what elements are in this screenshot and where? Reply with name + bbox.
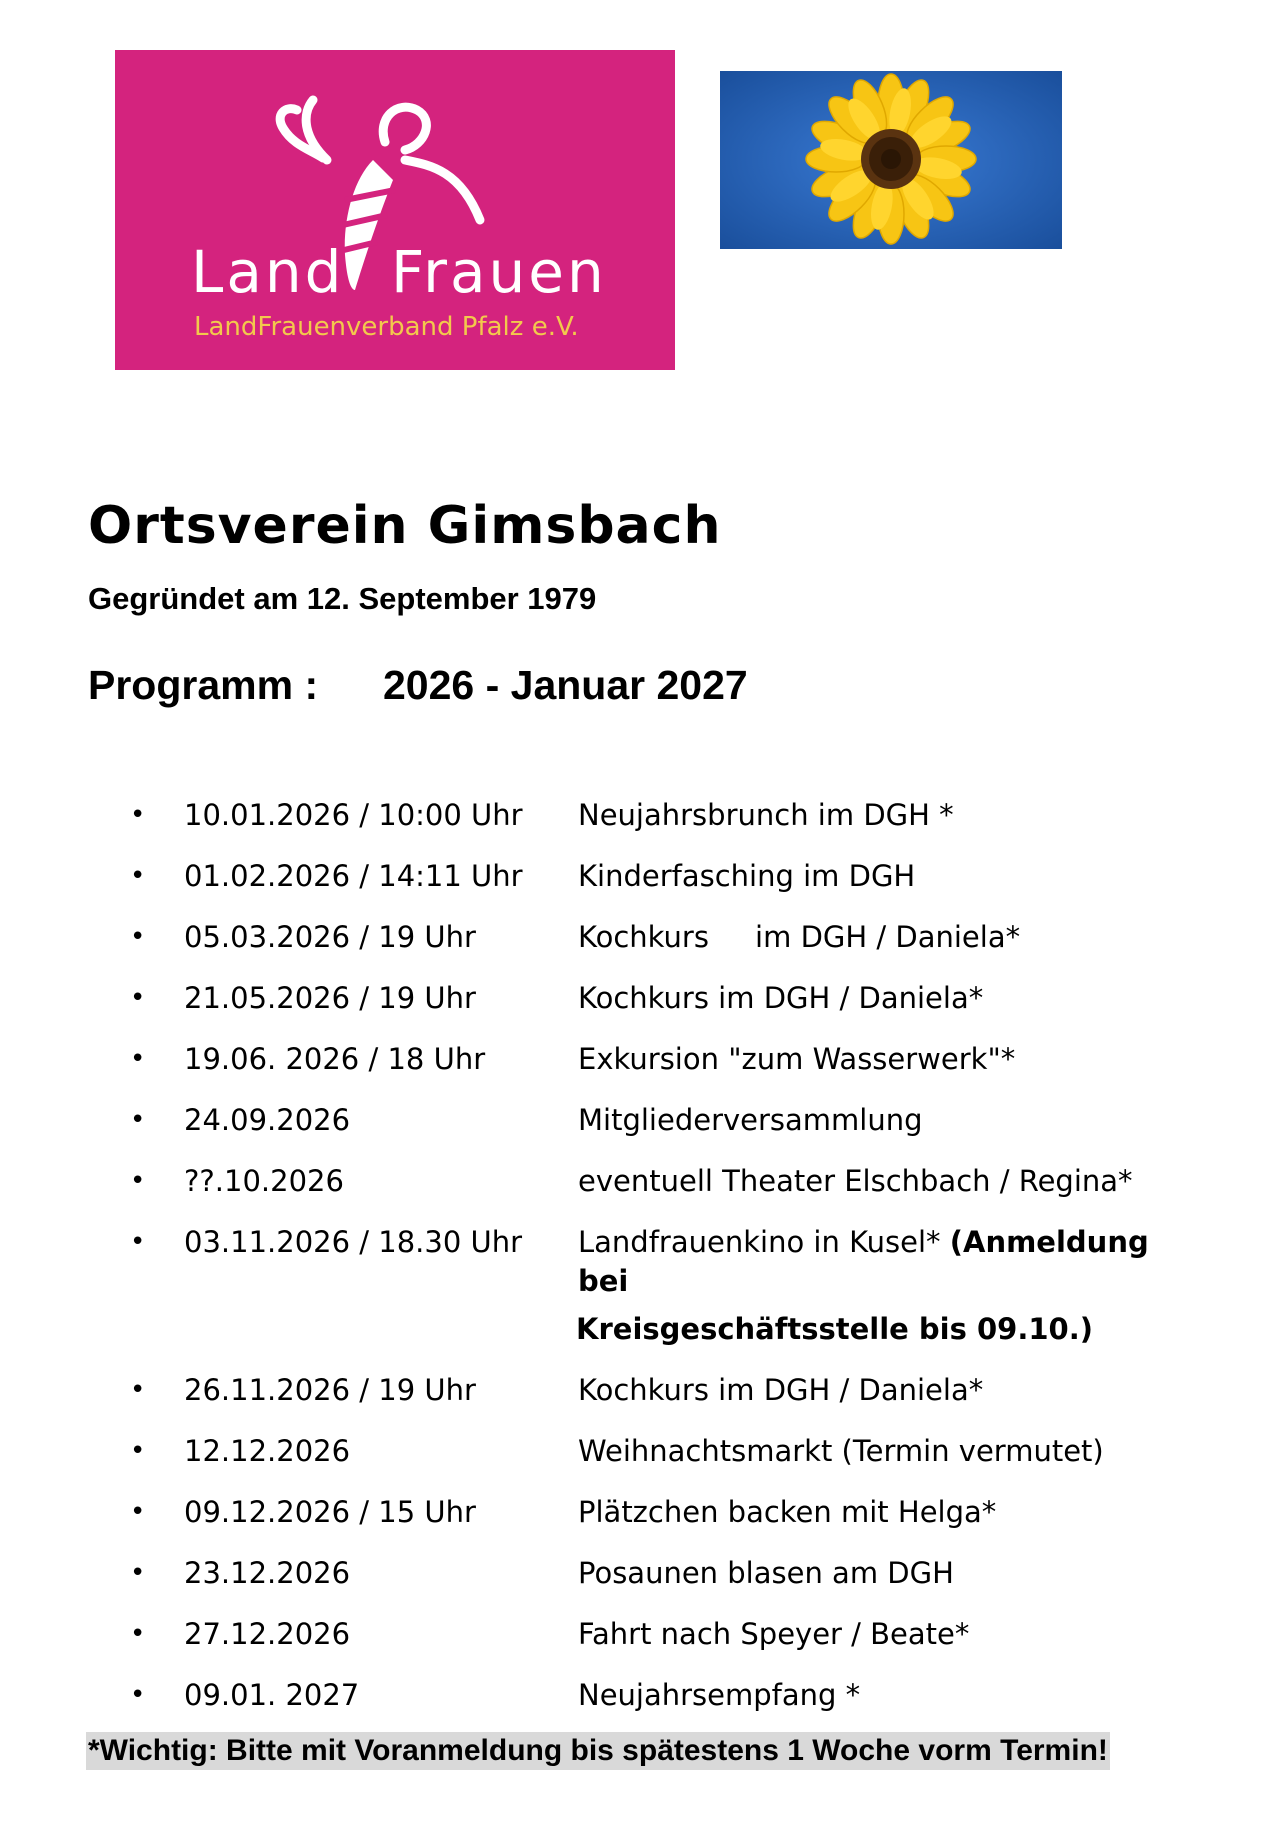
sunflower-icon <box>720 71 1062 249</box>
list-item <box>130 1554 1250 1593</box>
event-desc: Kochkurs im DGH / Daniela* <box>578 920 1021 954</box>
event-date: 12.12.2026 <box>184 1434 351 1468</box>
list-item <box>130 1615 1250 1654</box>
list-item <box>130 1223 1250 1349</box>
event-desc: Kochkurs im DGH / Daniela* <box>578 1373 984 1407</box>
event-desc: Fahrt nach Speyer / Beate* <box>578 1617 970 1651</box>
event-desc-text: Landfrauenkino in Kusel* <box>578 1225 941 1259</box>
list-item <box>130 1371 1250 1410</box>
bullet: • <box>130 1436 146 1466</box>
event-date: 10.01.2026 / 10:00 Uhr <box>184 798 523 832</box>
bullet: • <box>130 1105 146 1135</box>
event-date: 27.12.2026 <box>184 1617 351 1651</box>
event-date: 09.01. 2027 <box>184 1678 360 1712</box>
list-item <box>130 918 1250 957</box>
registration-note: *Wichtig: Bitte mit Voranmeldung bis spätestens 1 Woche vorm Termin! <box>86 1732 1110 1770</box>
bullet: • <box>130 1375 146 1405</box>
program-heading <box>88 662 748 709</box>
list-item <box>130 1432 1250 1471</box>
logo-word-land: Land <box>191 238 345 306</box>
bullet: • <box>130 1166 146 1196</box>
bullet: • <box>130 861 146 891</box>
program-label: Programm : <box>88 662 319 708</box>
event-desc: Weihnachtsmarkt (Termin vermutet) <box>578 1434 1104 1468</box>
bullet: • <box>130 800 146 830</box>
event-date: 03.11.2026 / 18.30 Uhr <box>184 1225 523 1259</box>
list-item <box>130 1676 1250 1715</box>
bullet: • <box>130 922 146 952</box>
event-date: 23.12.2026 <box>184 1556 351 1590</box>
event-desc-note: (Anmeldung bei <box>578 1225 1149 1298</box>
event-desc: Kinderfasching im DGH <box>578 859 916 893</box>
bullet: • <box>130 983 146 1013</box>
event-date: 01.02.2026 / 14:11 Uhr <box>184 859 523 893</box>
bullet: • <box>130 1680 146 1710</box>
list-item <box>130 1162 1250 1201</box>
event-date: 09.12.2026 / 15 Uhr <box>184 1495 476 1529</box>
list-item <box>130 796 1250 835</box>
logo-word-frauen: Frauen <box>391 238 607 306</box>
event-desc-note-2: Kreisgeschäftsstelle bis 09.10.) <box>576 1312 1093 1346</box>
event-desc: Exkursion "zum Wasserwerk"* <box>578 1042 1016 1076</box>
event-date: 05.03.2026 / 19 Uhr <box>184 920 476 954</box>
list-item <box>130 1040 1250 1079</box>
landfrauen-logo <box>115 50 675 370</box>
bullet: • <box>130 1227 146 1257</box>
event-desc <box>578 1223 1198 1349</box>
sunflower-image <box>720 71 1062 249</box>
bullet: • <box>130 1044 146 1074</box>
program-period: 2026 - Januar 2027 <box>383 662 748 708</box>
event-desc: Plätzchen backen mit Helga* <box>578 1495 997 1529</box>
bullet: • <box>130 1558 146 1588</box>
logo-subtitle: LandFrauenverband Pfalz e.V. <box>194 312 579 342</box>
event-date: 19.06. 2026 / 18 Uhr <box>184 1042 486 1076</box>
founded-date: Gegründet am 12. September 1979 <box>88 581 597 616</box>
event-desc: Kochkurs im DGH / Daniela* <box>578 981 984 1015</box>
list-item <box>130 979 1250 1018</box>
bullet: • <box>130 1497 146 1527</box>
event-desc: eventuell Theater Elschbach / Regina* <box>578 1164 1133 1198</box>
event-desc: Mitgliederversammlung <box>578 1103 923 1137</box>
event-desc: Posaunen blasen am DGH <box>578 1556 954 1590</box>
event-date: 24.09.2026 <box>184 1103 351 1137</box>
event-list <box>130 796 1250 1737</box>
list-item <box>130 1493 1250 1532</box>
event-date: 21.05.2026 / 19 Uhr <box>184 981 476 1015</box>
page-title: Ortsverein Gimsbach <box>88 496 722 556</box>
list-item <box>130 1101 1250 1140</box>
event-desc: Neujahrsbrunch im DGH * <box>578 798 954 832</box>
event-date: 26.11.2026 / 19 Uhr <box>184 1373 476 1407</box>
event-date: ??.10.2026 <box>184 1164 344 1198</box>
event-desc: Neujahrsempfang * <box>578 1678 861 1712</box>
list-item <box>130 857 1250 896</box>
bullet: • <box>130 1619 146 1649</box>
